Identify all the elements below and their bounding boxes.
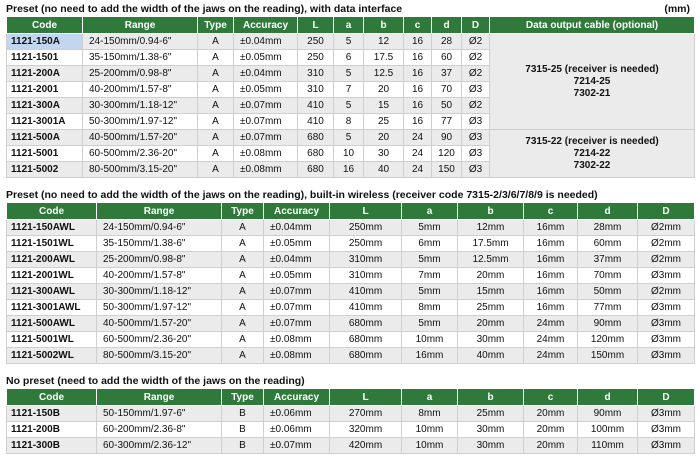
- header-range: Range: [97, 389, 222, 406]
- cell-code: 1121-150A: [7, 34, 83, 50]
- cell-b: 12: [364, 34, 404, 50]
- cell-code: 1121-2001WL: [7, 268, 97, 284]
- header-type: Type: [198, 17, 234, 34]
- cell-accuracy: ±0.08mm: [264, 332, 330, 348]
- section1-title: [0, 2, 700, 16]
- cell-code: 1121-150AWL: [7, 220, 97, 236]
- header-type: Type: [222, 203, 264, 220]
- cable-code: 7214-22: [573, 147, 611, 159]
- data-output-cable-cell: [490, 34, 695, 130]
- table-row: [7, 348, 695, 364]
- cell-range: 40-200mm/1.57-8": [83, 82, 198, 98]
- cell-type: A: [222, 236, 264, 252]
- cell-range: 80-500mm/3.15-20": [97, 348, 222, 364]
- cell-b: 12mm: [458, 220, 524, 236]
- cell-b: 40: [364, 162, 404, 178]
- header-data-output-cable: Data output cable (optional): [490, 17, 695, 34]
- cell-b: 30mm: [458, 332, 524, 348]
- cell-l: 310mm: [330, 252, 402, 268]
- cell-type: A: [198, 114, 234, 130]
- cell-a: 5: [334, 130, 364, 146]
- table-with-data-interface: [6, 16, 695, 178]
- table-row: [7, 284, 695, 300]
- header-a: a: [402, 389, 458, 406]
- cell-type: A: [198, 130, 234, 146]
- header-accuracy: Accuracy: [264, 203, 330, 220]
- cell-b: 12.5: [364, 66, 404, 82]
- cell-l: 410mm: [330, 284, 402, 300]
- header-accuracy: Accuracy: [234, 17, 298, 34]
- cell-diameter: Ø2mm: [638, 220, 695, 236]
- cell-accuracy: ±0.08mm: [234, 162, 298, 178]
- header-l: L: [330, 389, 402, 406]
- cell-l: 410mm: [330, 300, 402, 316]
- cell-type: A: [198, 146, 234, 162]
- cell-d: 150: [432, 162, 462, 178]
- cell-d: 77: [432, 114, 462, 130]
- table-row: [7, 34, 695, 50]
- cell-b: 15: [364, 98, 404, 114]
- cell-range: 50-300mm/1.97-12": [97, 300, 222, 316]
- cell-code: 1121-5001WL: [7, 332, 97, 348]
- cell-a: 8mm: [402, 300, 458, 316]
- cable-code: 7302-22: [573, 159, 611, 171]
- header-diameter: D: [462, 17, 490, 34]
- cell-b: 25mm: [458, 406, 524, 422]
- header-l: L: [330, 203, 402, 220]
- cell-type: A: [222, 332, 264, 348]
- cell-range: 40-500mm/1.57-20": [97, 316, 222, 332]
- header-range: Range: [83, 17, 198, 34]
- section3-title: [0, 374, 700, 388]
- cell-d: 90mm: [578, 316, 638, 332]
- cell-b: 30mm: [458, 422, 524, 438]
- cell-b: 40mm: [458, 348, 524, 364]
- cell-diameter: Ø3mm: [638, 438, 695, 454]
- cell-type: B: [222, 422, 264, 438]
- cell-type: A: [198, 82, 234, 98]
- cell-a: 10: [334, 146, 364, 162]
- cell-diameter: Ø3: [462, 82, 490, 98]
- cell-d: 28mm: [578, 220, 638, 236]
- cell-c: 16mm: [524, 236, 578, 252]
- cell-d: 37mm: [578, 252, 638, 268]
- cell-c: 16mm: [524, 252, 578, 268]
- cell-diameter: Ø2: [462, 98, 490, 114]
- cell-accuracy: ±0.07mm: [264, 316, 330, 332]
- cable-code-receiver: 7315-22 (receiver is needed): [525, 135, 659, 147]
- cell-a: 8mm: [402, 406, 458, 422]
- cell-range: 40-500mm/1.57-20": [83, 130, 198, 146]
- cell-c: 16mm: [524, 220, 578, 236]
- cell-accuracy: ±0.04mm: [234, 34, 298, 50]
- cell-type: B: [222, 406, 264, 422]
- header-c: c: [524, 203, 578, 220]
- table-header-row: [7, 17, 695, 34]
- cell-c: 16mm: [524, 300, 578, 316]
- cell-diameter: Ø3mm: [638, 406, 695, 422]
- cell-range: 60-500mm/2.36-20": [97, 332, 222, 348]
- cell-b: 30: [364, 146, 404, 162]
- table-header-row: [7, 203, 695, 220]
- cell-a: 5mm: [402, 284, 458, 300]
- cell-c: 16: [404, 98, 432, 114]
- cell-accuracy: ±0.05mm: [234, 50, 298, 66]
- cell-c: 24mm: [524, 316, 578, 332]
- table-row: [7, 268, 695, 284]
- cell-type: A: [222, 316, 264, 332]
- cell-d: 50mm: [578, 284, 638, 300]
- cell-l: 250: [298, 50, 334, 66]
- cell-code: 1121-5001: [7, 146, 83, 162]
- table-built-in-wireless: [6, 202, 695, 364]
- cell-code: 1121-1501WL: [7, 236, 97, 252]
- cell-code: 1121-300A: [7, 98, 83, 114]
- cell-d: 50: [432, 98, 462, 114]
- cell-accuracy: ±0.04mm: [264, 252, 330, 268]
- cell-c: 20mm: [524, 438, 578, 454]
- cell-d: 90mm: [578, 406, 638, 422]
- table-row: [7, 316, 695, 332]
- cell-b: 20mm: [458, 316, 524, 332]
- header-diameter: D: [638, 389, 695, 406]
- cell-range: 40-200mm/1.57-8": [97, 268, 222, 284]
- cell-diameter: Ø3: [462, 146, 490, 162]
- cell-b: 12.5mm: [458, 252, 524, 268]
- cell-a: 6mm: [402, 236, 458, 252]
- cell-b: 25: [364, 114, 404, 130]
- cell-d: 120mm: [578, 332, 638, 348]
- cell-a: 7mm: [402, 268, 458, 284]
- cell-l: 680mm: [330, 348, 402, 364]
- cell-b: 25mm: [458, 300, 524, 316]
- data-output-cable-cell: [490, 130, 695, 178]
- unit-label: (mm): [664, 3, 690, 15]
- cell-l: 410: [298, 114, 334, 130]
- cell-a: 8: [334, 114, 364, 130]
- cell-type: A: [222, 268, 264, 284]
- table-row: [7, 406, 695, 422]
- cell-c: 24mm: [524, 332, 578, 348]
- cell-code: 1121-200AWL: [7, 252, 97, 268]
- cell-accuracy: ±0.07mm: [234, 130, 298, 146]
- cell-code: 1121-3001A: [7, 114, 83, 130]
- cell-accuracy: ±0.07mm: [264, 300, 330, 316]
- table-row: [7, 300, 695, 316]
- cell-accuracy: ±0.07mm: [234, 114, 298, 130]
- cell-range: 50-150mm/1.97-6": [97, 406, 222, 422]
- cell-b: 20mm: [458, 268, 524, 284]
- cell-c: 16: [404, 34, 432, 50]
- cell-code: 1121-500A: [7, 130, 83, 146]
- cable-code: 7214-25: [573, 75, 611, 87]
- cell-code: 1121-200B: [7, 422, 97, 438]
- cell-a: 5: [334, 98, 364, 114]
- cell-range: 60-300mm/2.36-12": [97, 438, 222, 454]
- cell-l: 310: [298, 66, 334, 82]
- cell-c: 20mm: [524, 406, 578, 422]
- cell-code: 1121-150B: [7, 406, 97, 422]
- table-row: [7, 236, 695, 252]
- cell-range: 25-200mm/0.98-8": [83, 66, 198, 82]
- cell-code: 1121-2001: [7, 82, 83, 98]
- header-range: Range: [97, 203, 222, 220]
- cell-code: 1121-300B: [7, 438, 97, 454]
- cable-code: 7302-21: [573, 87, 611, 99]
- cell-type: A: [198, 162, 234, 178]
- cell-c: 20mm: [524, 422, 578, 438]
- cell-range: 24-150mm/0.94-6": [83, 34, 198, 50]
- header-d: d: [432, 17, 462, 34]
- cell-type: A: [198, 66, 234, 82]
- cell-d: 37: [432, 66, 462, 82]
- cell-c: 24mm: [524, 348, 578, 364]
- header-b: b: [458, 389, 524, 406]
- cell-diameter: Ø2: [462, 66, 490, 82]
- cell-l: 680: [298, 146, 334, 162]
- cell-l: 320mm: [330, 422, 402, 438]
- cell-a: 5mm: [402, 316, 458, 332]
- header-l: L: [298, 17, 334, 34]
- cell-type: A: [198, 50, 234, 66]
- table-header-row: [7, 389, 695, 406]
- cell-a: 5: [334, 34, 364, 50]
- cell-diameter: Ø3: [462, 114, 490, 130]
- cell-l: 250: [298, 34, 334, 50]
- table-row: [7, 422, 695, 438]
- table-row: [7, 130, 695, 146]
- section2-title: [0, 188, 700, 202]
- cell-code: 1121-5002WL: [7, 348, 97, 364]
- cell-d: 110mm: [578, 438, 638, 454]
- header-c: c: [524, 389, 578, 406]
- cell-d: 120: [432, 146, 462, 162]
- header-code: Code: [7, 17, 83, 34]
- cell-a: 10mm: [402, 332, 458, 348]
- cell-range: 60-200mm/2.36-8": [97, 422, 222, 438]
- cell-a: 7: [334, 82, 364, 98]
- cell-accuracy: ±0.05mm: [234, 82, 298, 98]
- cell-code: 1121-200A: [7, 66, 83, 82]
- cell-d: 90: [432, 130, 462, 146]
- cell-a: 10mm: [402, 422, 458, 438]
- cell-diameter: Ø3mm: [638, 316, 695, 332]
- header-diameter: D: [638, 203, 695, 220]
- cell-code: 1121-300AWL: [7, 284, 97, 300]
- cell-c: 24: [404, 130, 432, 146]
- cell-c: 16: [404, 82, 432, 98]
- cell-accuracy: ±0.07mm: [264, 284, 330, 300]
- cell-diameter: Ø2: [462, 50, 490, 66]
- header-d: d: [578, 389, 638, 406]
- cell-a: 5mm: [402, 220, 458, 236]
- cell-l: 680: [298, 130, 334, 146]
- table-row: [7, 252, 695, 268]
- cell-a: 6: [334, 50, 364, 66]
- cell-a: 16mm: [402, 348, 458, 364]
- cell-a: 16: [334, 162, 364, 178]
- cell-code: 1121-3001AWL: [7, 300, 97, 316]
- cell-b: 20: [364, 82, 404, 98]
- cell-b: 17.5mm: [458, 236, 524, 252]
- cell-diameter: Ø3mm: [638, 300, 695, 316]
- cell-b: 20: [364, 130, 404, 146]
- cell-range: 30-300mm/1.18-12": [83, 98, 198, 114]
- cell-accuracy: ±0.08mm: [234, 146, 298, 162]
- header-code: Code: [7, 389, 97, 406]
- header-d: d: [578, 203, 638, 220]
- cell-d: 100mm: [578, 422, 638, 438]
- cell-range: 50-300mm/1.97-12": [83, 114, 198, 130]
- cell-range: 80-500mm/3.15-20": [83, 162, 198, 178]
- cell-range: 60-500mm/2.36-20": [83, 146, 198, 162]
- cell-b: 30mm: [458, 438, 524, 454]
- cell-d: 70mm: [578, 268, 638, 284]
- cell-diameter: Ø3mm: [638, 422, 695, 438]
- cell-a: 5mm: [402, 252, 458, 268]
- cell-diameter: Ø2: [462, 34, 490, 50]
- header-c: c: [404, 17, 432, 34]
- cell-accuracy: ±0.04mm: [234, 66, 298, 82]
- cell-c: 16mm: [524, 268, 578, 284]
- cell-type: A: [198, 34, 234, 50]
- cell-code: 1121-500AWL: [7, 316, 97, 332]
- cell-c: 16: [404, 50, 432, 66]
- cell-d: 60mm: [578, 236, 638, 252]
- header-a: a: [334, 17, 364, 34]
- cell-diameter: Ø3: [462, 130, 490, 146]
- cell-l: 680mm: [330, 332, 402, 348]
- cell-l: 250mm: [330, 236, 402, 252]
- cell-accuracy: ±0.07mm: [234, 98, 298, 114]
- cell-type: A: [198, 98, 234, 114]
- cell-diameter: Ø2mm: [638, 236, 695, 252]
- cell-c: 24: [404, 162, 432, 178]
- cell-range: 25-200mm/0.98-8": [97, 252, 222, 268]
- table-row: [7, 220, 695, 236]
- cell-l: 310mm: [330, 268, 402, 284]
- cell-code: 1121-1501: [7, 50, 83, 66]
- cell-l: 420mm: [330, 438, 402, 454]
- cell-accuracy: ±0.05mm: [264, 236, 330, 252]
- cell-diameter: Ø2mm: [638, 252, 695, 268]
- cell-type: A: [222, 220, 264, 236]
- cell-diameter: Ø3mm: [638, 348, 695, 364]
- cell-code: 1121-5002: [7, 162, 83, 178]
- cell-c: 16mm: [524, 284, 578, 300]
- cell-l: 680: [298, 162, 334, 178]
- header-code: Code: [7, 203, 97, 220]
- cell-accuracy: ±0.07mm: [264, 438, 330, 454]
- cell-type: A: [222, 284, 264, 300]
- cell-diameter: Ø3: [462, 162, 490, 178]
- table-no-preset: [6, 388, 695, 454]
- cell-range: 24-150mm/0.94-6": [97, 220, 222, 236]
- header-type: Type: [222, 389, 264, 406]
- cell-c: 16: [404, 66, 432, 82]
- cell-d: 77mm: [578, 300, 638, 316]
- cell-type: A: [222, 300, 264, 316]
- cell-accuracy: ±0.08mm: [264, 348, 330, 364]
- cell-b: 15mm: [458, 284, 524, 300]
- cell-accuracy: ±0.06mm: [264, 422, 330, 438]
- header-b: b: [458, 203, 524, 220]
- section1-title-text: Preset (no need to add the width of the jaws on the reading), with data interface: [6, 3, 403, 15]
- cell-accuracy: ±0.04mm: [264, 220, 330, 236]
- header-accuracy: Accuracy: [264, 389, 330, 406]
- cell-accuracy: ±0.06mm: [264, 406, 330, 422]
- cell-d: 28: [432, 34, 462, 50]
- cell-accuracy: ±0.05mm: [264, 268, 330, 284]
- cell-d: 60: [432, 50, 462, 66]
- cell-d: 150mm: [578, 348, 638, 364]
- cell-type: A: [222, 348, 264, 364]
- cell-b: 17.5: [364, 50, 404, 66]
- cell-diameter: Ø2mm: [638, 284, 695, 300]
- table-row: [7, 332, 695, 348]
- cell-l: 680mm: [330, 316, 402, 332]
- section3-title-text: No preset (need to add the width of the jaws on the reading): [6, 375, 305, 387]
- cell-d: 70: [432, 82, 462, 98]
- table-row: [7, 438, 695, 454]
- header-a: a: [402, 203, 458, 220]
- cell-range: 35-150mm/1.38-6": [83, 50, 198, 66]
- cell-type: A: [222, 252, 264, 268]
- cell-a: 5: [334, 66, 364, 82]
- cell-c: 16: [404, 114, 432, 130]
- cell-a: 10mm: [402, 438, 458, 454]
- cell-l: 410: [298, 98, 334, 114]
- cell-l: 310: [298, 82, 334, 98]
- cell-l: 270mm: [330, 406, 402, 422]
- section2-title-text: Preset (no need to add the width of the jaws on the reading), built-in wireless (receiver code 7315-2/3/6/7/8/9 is needed): [6, 189, 598, 201]
- cell-c: 24: [404, 146, 432, 162]
- cell-l: 250mm: [330, 220, 402, 236]
- cell-diameter: Ø3mm: [638, 332, 695, 348]
- cable-code-receiver: 7315-25 (receiver is needed): [525, 63, 659, 75]
- header-b: b: [364, 17, 404, 34]
- cell-range: 35-150mm/1.38-6": [97, 236, 222, 252]
- cell-type: B: [222, 438, 264, 454]
- cell-diameter: Ø3mm: [638, 268, 695, 284]
- cell-range: 30-300mm/1.18-12": [97, 284, 222, 300]
